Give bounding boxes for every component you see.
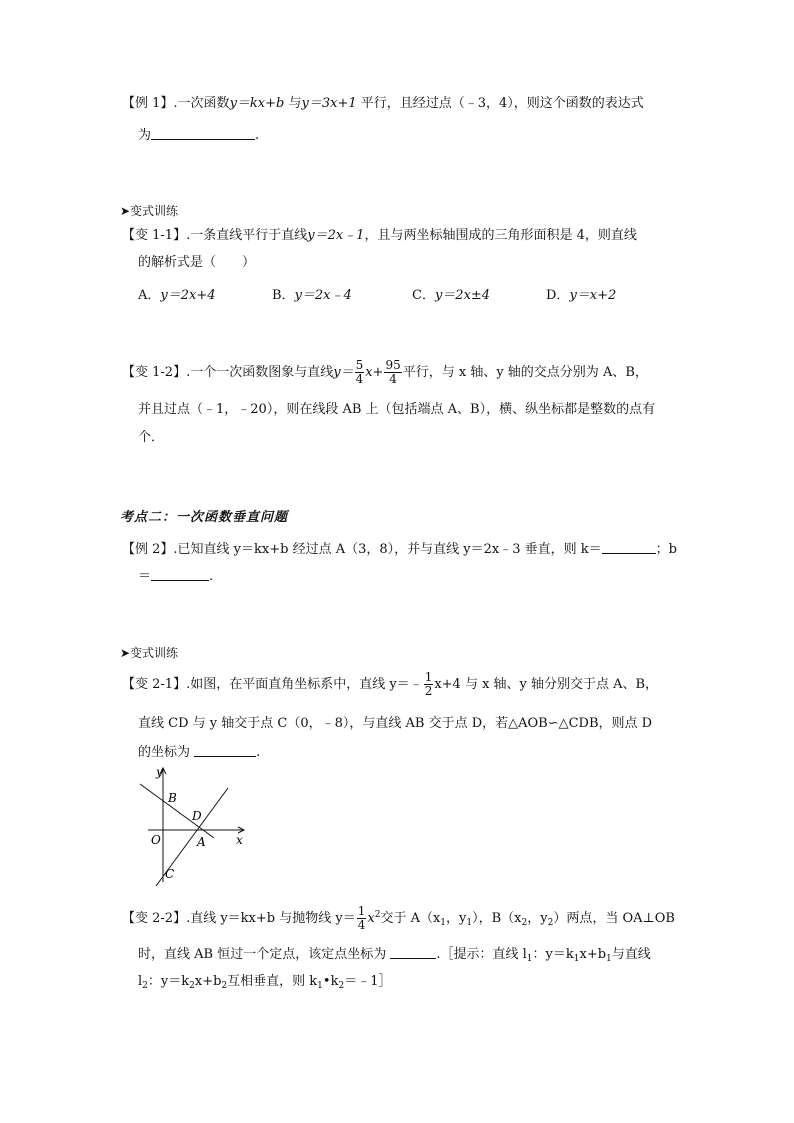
variant-2-2-hint-10: ＝﹣1］ [344,974,392,989]
example-1-equation-2: y＝3x+1 [301,96,357,111]
fraction-numerator: 5 [355,358,364,372]
figure-label-x: x [236,833,243,847]
answer-blank[interactable] [151,127,255,140]
choice-b[interactable] [272,284,352,303]
subscript: 2 [221,981,228,991]
variant-2-1-line-2: 直线 CD 与 y 轴交于点 C（0，﹣8），与直线 AB 交于点 D，若△AOB∽△CDB，则点 D [138,716,653,731]
fraction-numerator: 1 [424,670,433,684]
choice-a-letter: A． [138,288,161,303]
fraction-95-4 [384,359,401,386]
figure-label-o: O [151,833,161,847]
subscript: 1 [466,918,473,928]
variant-1-2-text-2: 平行，与 x 轴、y 轴的交点分别为 A、B， [402,365,648,380]
example-2-label: 【例 2】. [122,542,178,557]
variant-2-2-hint-start: .［提示：直线 l [436,947,527,962]
fraction-1-2 [424,671,434,698]
variant-1-2-eq-mid: x+ [365,365,384,380]
variant-2-2-text-2: 交于 A（x [380,911,441,926]
fraction-5-4 [355,359,365,386]
fraction-1-4 [357,905,367,932]
coordinate-figure [130,764,260,890]
choice-c[interactable] [412,284,490,303]
figure-label-b: B [168,791,177,805]
variant-2-2-hint-6: ：y＝k [147,974,190,989]
choice-d-letter: D． [546,288,570,303]
variant-2-2-text: 直线 y＝kx+b 与抛物线 y＝ [190,911,356,926]
variant-2-2-x: x [367,911,375,926]
example-2-period: . [209,569,214,584]
variant-2-2-text-5: ，y [527,911,548,926]
fraction-denominator: 4 [389,372,397,386]
subscript: 2 [338,981,345,991]
example-1-line-2 [138,127,259,144]
example-1-text-and: 与 [288,96,302,111]
variant-1-2-text: 一个一次函数图象与直线 [190,365,334,380]
fraction-numerator: 1 [357,904,366,918]
variant-2-2-line-1 [122,898,675,940]
subscript: 2 [142,981,148,991]
variant-2-2-hint-5: l [138,974,143,989]
figure-label-a: A [197,835,206,849]
fraction-denominator: 4 [355,372,364,386]
fraction-denominator: 4 [357,918,366,932]
variant-2-2-line-2 [138,946,651,967]
example-1-text-2: 平行，且经过点（﹣3，4），则这个函数的表达式 [360,96,644,111]
practice-heading-1: ➤变式训练 [120,204,179,218]
choice-d-text: y＝x+2 [569,288,617,303]
variant-2-1-text: 如图，在平面直角坐标系中，直线 y＝﹣ [190,677,423,692]
example-2-equals: ＝ [138,569,152,584]
variant-1-1-line-1 [122,228,637,244]
example-2-line-2 [138,568,213,585]
variant-2-1-text-2: x+4 与 x 轴、y 轴分别交于点 A、B， [434,677,659,692]
variant-2-2-label: 【变 2-2】. [122,911,191,926]
example-2-text-2: ；b [655,542,677,557]
subscript: 2 [189,981,195,991]
example-2-text: 已知直线 y＝kx+b 经过点 A（3，8），并与直线 y＝2x﹣3 垂直，则 k＝ [177,542,602,557]
variant-2-2-hint-7: x+b [194,974,222,989]
answer-blank[interactable] [151,568,209,581]
subscript: 1 [440,918,447,928]
variant-2-1-line-1 [122,668,658,702]
variant-1-2-eq-pre: y＝ [333,365,354,380]
subscript: 1 [526,954,533,964]
choice-a-text: y＝2x+4 [160,288,216,303]
variant-1-1-text-2: ，且与两坐标轴围成的三角形面积是 4，则直线 [364,228,637,243]
variant-1-2-line-2: 并且过点（﹣1，﹣20），则在线段 AB 上（包括端点 A、B），横、纵坐标都是整数的点有 [138,402,656,417]
example-1-text-3: 为 [138,128,152,143]
subscript: 1 [317,981,323,991]
example-2-line-1 [122,541,677,558]
example-1-label: 【例 1】. [122,96,178,111]
variant-1-2-line-1 [122,356,648,390]
variant-1-1-text: 一条直线平行于直线 [190,228,308,243]
fraction-denominator: 2 [424,684,433,698]
choice-c-text: y＝2x±4 [434,288,491,303]
variant-1-1-label: 【变 1-1】. [122,228,191,243]
variant-2-2-hint-8: 互相垂直，则 k [227,974,318,989]
variant-2-2-hint-4: 与直线 [611,947,651,962]
choice-c-letter: C． [412,288,435,303]
answer-blank[interactable] [194,744,256,757]
answer-blank[interactable] [602,541,656,554]
variant-2-2-text-6: ）两点，当 OA⊥OB [553,911,675,926]
variant-2-2-text-3: ，y [446,911,467,926]
variant-2-1-line-3 [138,744,260,761]
variant-1-1-equation: y＝2x﹣1 [307,228,365,243]
subscript: 2 [521,918,528,928]
variant-2-2-text-7: 时，直线 AB 恒过一个定点，该定点坐标为 [138,947,387,962]
example-1-equation: y＝kx+b [229,96,285,111]
subscript: 1 [573,954,580,964]
variant-2-2-hint-3: x+b [579,947,607,962]
variant-2-2-hint-2: ：y＝k [532,947,574,962]
variant-2-2-line-3 [138,974,391,994]
choice-d[interactable] [546,284,616,303]
section-2-title: 考点二：一次函数垂直问题 [120,510,289,525]
variant-1-1-line-2: 的解析式是（ ） [138,255,256,270]
figure-label-y: y [156,765,163,779]
example-1-text: 一次函数 [177,96,230,111]
variant-2-2-text-4: ），B（x [472,911,522,926]
variant-2-1-text-3: 的坐标为 [138,745,191,760]
variant-1-2-line-3: 个． [138,430,165,445]
example-1-period: . [255,128,260,143]
practice-heading-2: ➤变式训练 [120,646,179,660]
figure-label-c: C [165,867,175,881]
answer-blank[interactable] [390,946,436,959]
choice-b-letter: B． [272,288,295,303]
subscript: 2 [547,918,554,928]
example-1-line-1 [122,96,644,112]
variant-2-1-period: . [256,745,261,760]
fraction-numerator: 95 [385,358,401,372]
superscript-2: 2 [374,910,381,920]
variant-2-2-hint-9: •k [322,974,339,989]
variant-2-1-label: 【变 2-1】. [122,677,191,692]
choice-b-text: y＝2x﹣4 [294,288,352,303]
variant-1-2-label: 【变 1-2】. [122,365,191,380]
figure-label-d: D [192,809,202,823]
choice-a[interactable] [138,284,216,303]
subscript: 1 [606,954,612,964]
